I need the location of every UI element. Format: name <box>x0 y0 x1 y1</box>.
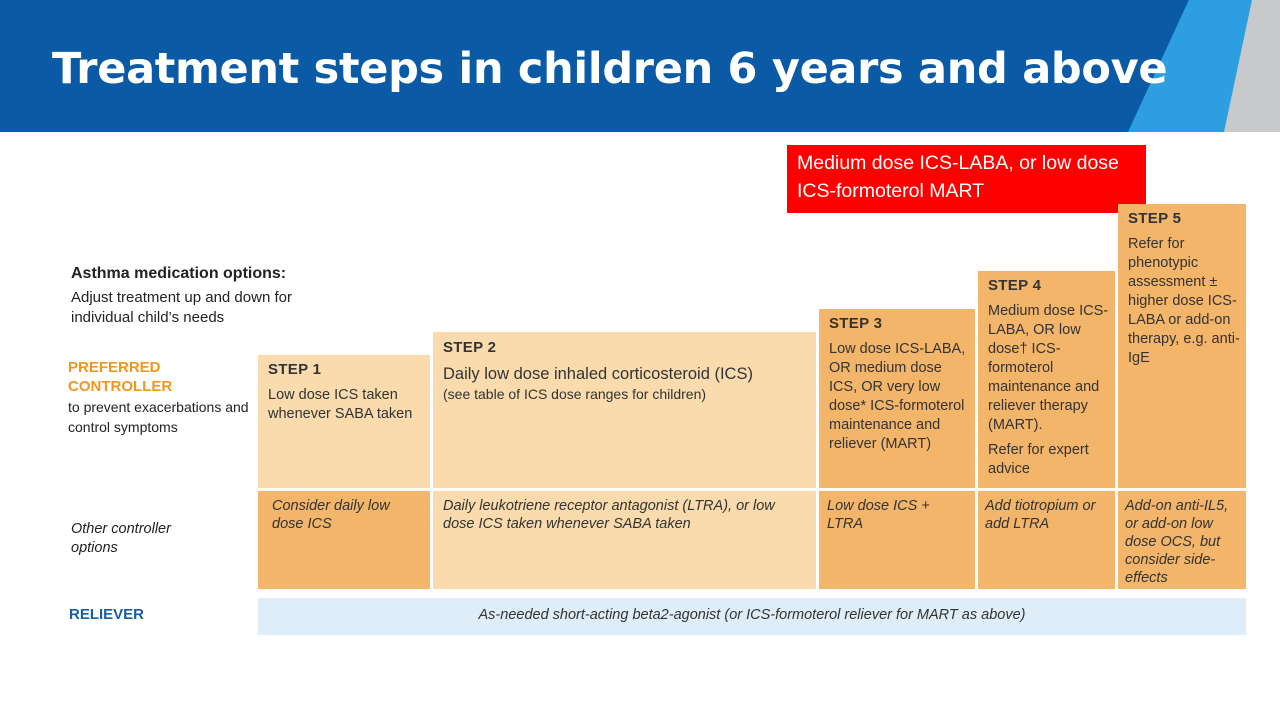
step-3-other-options <box>819 491 975 589</box>
step-4-box <box>978 271 1115 488</box>
step-2-other-options <box>433 491 816 589</box>
step-3-text: Low dose ICS-LABA, OR medium dose ICS, OR very low dose* ICS-formoterol maintenance and reliever (MART) <box>829 341 966 452</box>
callout-box: Medium dose ICS-LABA, or low dose ICS-formoterol MART <box>787 145 1146 213</box>
step-1-text: Low dose ICS taken whenever SABA taken <box>268 387 413 422</box>
step-5-other-options <box>1118 491 1246 589</box>
options-title: Asthma medication options: <box>71 265 287 282</box>
reliever-text: As-needed short-acting beta2-agonist (or ICS-formoterol reliever for MART as above) <box>478 607 1026 623</box>
step-1-other-options <box>258 491 430 589</box>
step-4-note: Refer for expert advice <box>988 442 1089 477</box>
slide-title: Treatment steps in children 6 years and above <box>52 44 1168 94</box>
step-2-other-text: Daily leukotriene receptor antagonist (LTRA), or low dose ICS taken whenever SABA taken <box>443 498 775 532</box>
reliever-bar <box>258 598 1246 635</box>
slide-header <box>0 0 1280 132</box>
step-4-text: Medium dose ICS-LABA, OR low dose† ICS-formoterol maintenance and reliever therapy (MART). <box>988 303 1109 433</box>
step-2-text: Daily low dose inhaled corticosteroid (ICS) <box>443 365 753 383</box>
step-3-title: STEP 3 <box>829 315 883 332</box>
step-4-title: STEP 4 <box>988 277 1042 294</box>
preferred-controller-description: to prevent exacerbations and control symptoms <box>68 399 249 435</box>
step-5-box <box>1118 204 1246 488</box>
step-3-box <box>819 309 975 488</box>
reliever-label: RELIEVER <box>69 606 145 623</box>
step-4-other-options <box>978 491 1115 589</box>
step-1-box <box>258 355 430 488</box>
preferred-controller-label: PREFERRED CONTROLLER <box>68 359 173 395</box>
step-3-other-text: Low dose ICS + LTRA <box>827 498 930 532</box>
step-2-title: STEP 2 <box>443 339 497 356</box>
step-4-other-text: Add tiotropium or add LTRA <box>985 498 1096 532</box>
options-subtitle: Adjust treatment up and down for individual child’s needs <box>71 289 292 326</box>
step-5-other-text: Add-on anti-IL5, or add-on low dose OCS, but consider side-effects <box>1125 498 1229 586</box>
step-2-box <box>433 332 816 488</box>
step-5-text: Refer for phenotypic assessment ± higher dose ICS-LABA or add-on therapy, e.g. anti-IgE <box>1128 236 1240 366</box>
step-5-title: STEP 5 <box>1128 210 1182 227</box>
step-1-other-text: Consider daily low dose ICS <box>272 498 390 532</box>
step-1-title: STEP 1 <box>268 361 322 378</box>
step-2-subtext: (see table of ICS dose ranges for children) <box>443 386 707 402</box>
other-controller-label: Other controller options <box>71 521 171 556</box>
